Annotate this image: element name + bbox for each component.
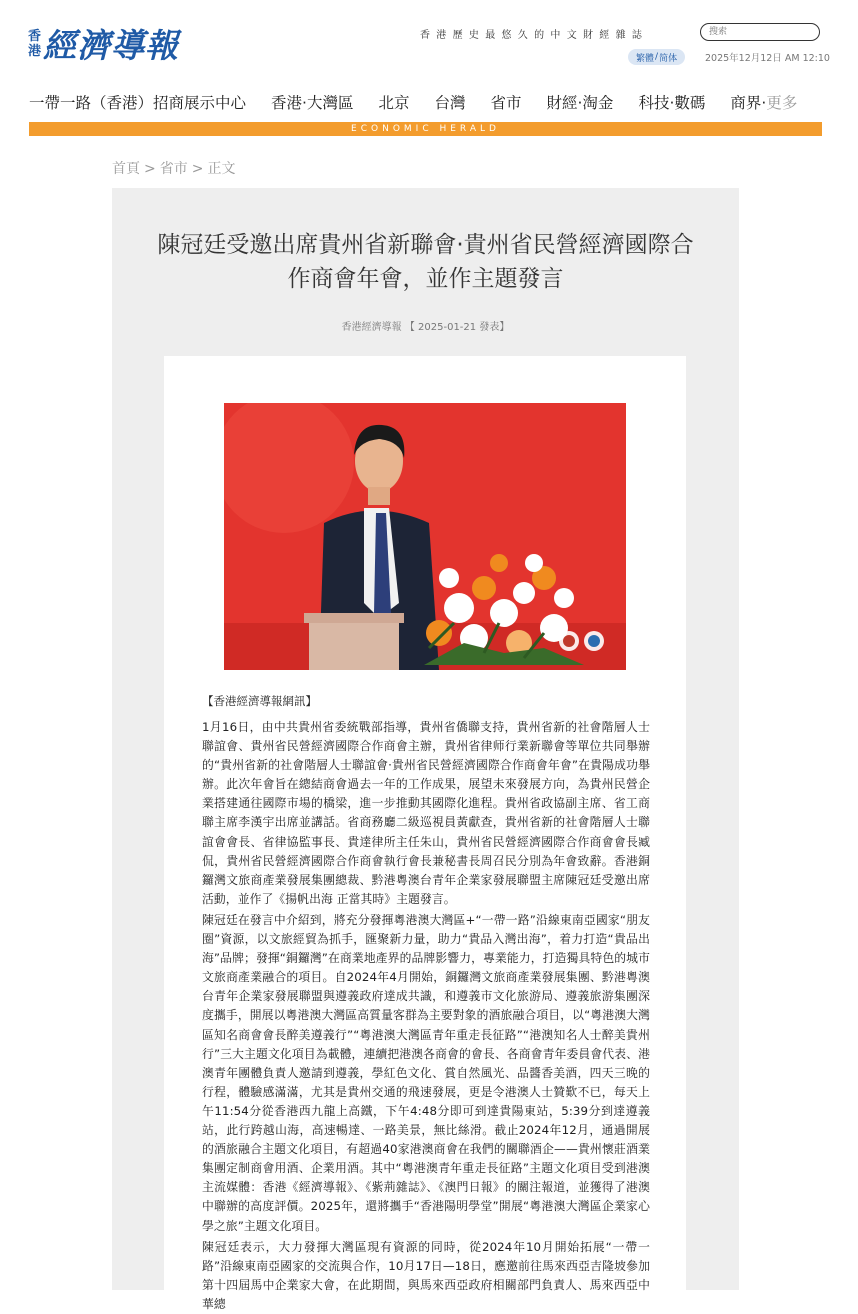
article-title: 陳冠廷受邀出席貴州省新聯會·貴州省民營經濟國際合作商會年會，並作主題發言	[157, 232, 694, 292]
nav-item-beijing[interactable]: 北京	[378, 94, 410, 112]
article-paragraph-3: 陳冠廷表示，大力發揮大灣區現有資源的同時，從2024年10月開始拓展“一帶一路”沿線東南亞國家的交流與合作，10月17日—18日，應邀前往馬來西亞吉隆坡參加第十四屆馬中企業家大會，在此期間，與馬來西亞政府相關部門負責人、馬來西亞中華總	[202, 1240, 650, 1312]
nav-item-hk-bay-area[interactable]: 香港·大灣區	[271, 94, 354, 112]
nav-item-taiwan[interactable]: 台灣	[434, 94, 466, 112]
article-paragraph-1: 1月16日，由中共貴州省委統戰部指導，貴州省僑聯支持，貴州省新的社會階層人士聯誼會、貴州省民營經濟國際合作商會主辦，貴州省律师行業新聯會等單位共同舉辦的“貴州省新的社會階層人士聯誼會·貴州省民營經濟國際合作商會年會”在貴陽成功舉辦。此次年會旨在總結商會過去一年的工作成果，展望未來發展方向，為貴州民營企業搭建通往國際市場的橋梁，進一步推動其國際化進程。貴州省政協副主席、省工商聯主席李漢宇出席並講話。省商務廳二級巡視員黃獻查，貴州省新的社會階層人士聯誼會會長、省律協監事長、貴達律所主任朱山，貴州省民營經濟國際合作商會會長臧侃，貴州省民營經濟國際合作商會執行會長兼秘書長周召民分別為年會致辭。香港銅鑼灣文旅商產業發展集團總裁、黔港粵澳台青年企業家發展聯盟主席陳冠廷受邀出席活動，並作了《揚帆出海 正當其時》主題發言。	[202, 720, 650, 906]
lang-simplified-link[interactable]: 简体	[659, 53, 678, 64]
article-container	[112, 188, 739, 1312]
article-paragraph-2: 陳冠廷在發言中介紹到，將充分發揮粵港澳大灣區+“一帶一路”沿線東南亞國家“朋友圈”資源，以文旅經貿為抓手，匯聚新力量，助力“貴品入灣出海”，着力打造“貴品出海”品牌；發揮“銅鑼灣”在商業地產界的品牌影響力，專業能力，打造獨具特色的城市文旅商產業融合的項目。自2024年4月開始，銅鑼灣文旅商產業發展集團、黔港粵澳台青年企業家發展聯盟與遵義政府達成共識，和遵義市文化旅游局、遵義旅游集團深度攜手，開展以粵港澳大灣區高質量客群為主要對象的酒旅融合項目，以“粵港澳大灣區知名商會會長醉美遵義行”“粵港澳大灣區青年重走長征路”“港澳知名人士醉美貴州行”三大主題文化項目為載體，連續把港澳各商會的會長、各商會青年委員會代表、港澳青年團體負責人邀請到遵義，學紅色文化、賞自然風光、品醬香美酒，四天三晚的行程，體驗感滿滿，尤其是貴州交通的飛速發展，更是令港澳人士贊歎不已，每天上午11:54分從香港西九龍上高鐵，下午4:48分即可到達貴陽東站，5:39分到達遵義站，此行跨越山海，高速暢達、一路美景，無比絲滑。截止2024年12月，通過開展的酒旅融合主題文化項目，有超過40家港澳商會在我們的關聯酒企——貴州懷莊酒業集團定制商會用酒、企業用酒。其中“粵港澳青年重走長征路”主題文化項目受到港澳主流媒體：香港《經濟導報》、《紫荊雜誌》、《澳門日報》的關注報道，並獲得了港澳中聯辦的高度評價。2025年，還將攜手“香港陽明學堂”開展“粵港澳大灣區企業家心學之旅”主題文化項目。	[202, 913, 650, 1233]
breadcrumb-section[interactable]: 省市	[159, 161, 188, 177]
breadcrumb-home[interactable]: 首頁	[112, 161, 140, 177]
article-photo	[224, 403, 626, 670]
search-input[interactable]	[700, 23, 820, 41]
nav-item-provinces[interactable]: 省市	[490, 94, 522, 112]
language-switch	[628, 49, 685, 65]
breadcrumb	[112, 158, 235, 178]
nav-item-tech[interactable]: 科技·數碼	[638, 94, 706, 112]
article-body	[164, 356, 686, 1312]
breadcrumb-separator: >	[144, 161, 156, 177]
nav-item-finance[interactable]: 財經·淘金	[546, 94, 614, 112]
site-slogan: 香港歷史最悠久的中文財經雜誌	[420, 30, 649, 41]
article-source: 【香港經濟導報網訊】	[202, 694, 317, 708]
logo-small-text	[28, 29, 41, 59]
lang-separator: /	[655, 52, 659, 62]
speaker-photo-illustration	[224, 403, 626, 670]
current-date: 2025年12月12日 AM 12:10	[705, 53, 830, 64]
nav-item-business[interactable]	[730, 91, 797, 113]
lang-traditional-link[interactable]: 繁體	[636, 53, 655, 64]
article-meta: 香港經濟導報 【 2025-01-21 發表】	[341, 322, 510, 333]
logo-main-text: 經濟導報	[43, 26, 180, 65]
nav-more-link[interactable]: 更多	[766, 94, 798, 112]
site-logo[interactable]	[28, 20, 179, 67]
main-nav	[29, 90, 822, 114]
logo-char-1: 香	[28, 28, 42, 44]
economic-herald-banner: ECONOMIC HERALD	[29, 122, 822, 136]
nav-item-belt-road[interactable]: 一帶一路（香港）招商展示中心	[29, 94, 247, 112]
site-header	[0, 0, 858, 80]
nav-item-business-label: 商界·	[730, 94, 767, 112]
breadcrumb-current: 正文	[207, 161, 236, 177]
breadcrumb-separator: >	[191, 161, 204, 177]
logo-char-2: 港	[28, 43, 42, 59]
